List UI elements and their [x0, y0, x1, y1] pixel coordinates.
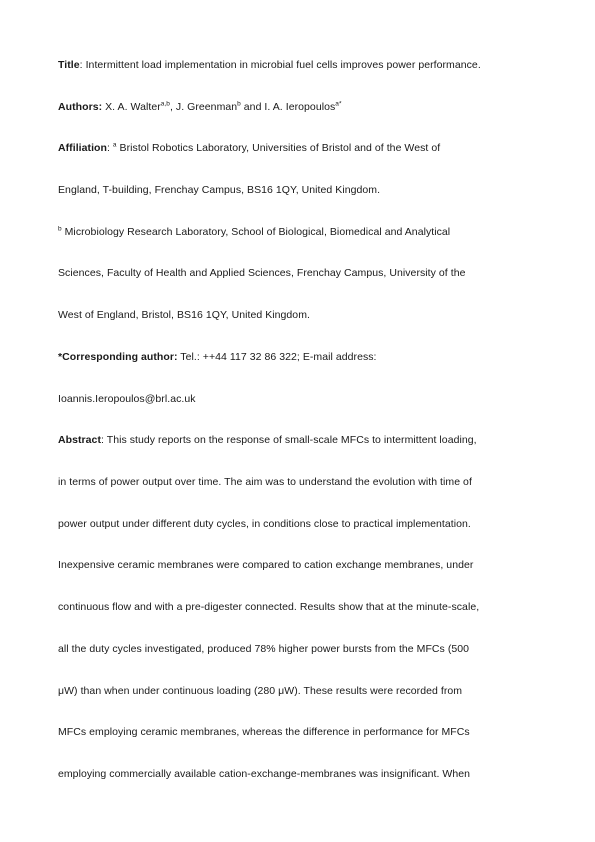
author-3: and I. A. Ieropoulos: [240, 101, 336, 113]
abstract-line: continuous flow and with a pre-digester connected. Results show that at the minute-scale,: [58, 601, 480, 613]
abstract-line: power output under different duty cycles, in conditions close to practical implementation.: [58, 518, 471, 530]
affiliation-colon: :: [106, 142, 113, 154]
abstract-line: MFCs employing ceramic membranes, whereas the difference in performance for MFCs: [58, 726, 470, 738]
abstract-label: Abstract: [58, 434, 101, 446]
affiliation-b-text-1: Microbiology Research Laboratory, School of Biological, Biomedical and Analytical: [61, 226, 451, 238]
author-2-affiliation-mark: b: [237, 100, 241, 108]
title-text: : Intermittent load implementation in microbial fuel cells improves power performance.: [79, 59, 481, 71]
authors-line: [58, 100, 342, 114]
author-1: X. A. Walter: [102, 101, 161, 113]
abstract-line: μW) than when under continuous loading (280 μW). These results were recorded from: [58, 685, 463, 697]
corresponding-label: *Corresponding author:: [58, 351, 178, 363]
abstract-line: in terms of power output over time. The aim was to understand the evolution with time of: [58, 476, 472, 488]
author-2: , J. Greenman: [169, 101, 238, 113]
authors-label: Authors:: [58, 101, 103, 113]
corresponding-line: [58, 350, 377, 364]
affiliation-line-3: [58, 225, 450, 239]
affiliation-label: Affiliation: [58, 142, 107, 154]
affiliation-b-mark: b: [58, 225, 62, 233]
abstract-text-1: : This study reports on the response of small-scale MFCs to intermittent loading,: [101, 434, 477, 446]
corresponding-text: Tel.: ++44 117 32 86 322; E-mail address:: [177, 351, 377, 363]
title-label: Title: [58, 59, 80, 71]
author-3-affiliation-mark: a*: [335, 100, 342, 108]
title-line: [58, 58, 481, 72]
abstract-line: employing commercially available cation-exchange-membranes was insignificant. When: [58, 768, 471, 780]
affiliation-line-1: [58, 141, 440, 155]
abstract-line: all the duty cycles investigated, produced 78% higher power bursts from the MFCs (500: [58, 643, 470, 655]
abstract-line: Inexpensive ceramic membranes were compared to cation exchange membranes, under: [58, 559, 474, 571]
affiliation-line-2: England, T-building, Frenchay Campus, BS16 1QY, United Kingdom.: [58, 184, 381, 196]
affiliation-a-text-1: Bristol Robotics Laboratory, Universities of Bristol and of the West of: [116, 142, 441, 154]
author-1-affiliation-mark: a,b: [160, 100, 170, 108]
affiliation-line-5: West of England, Bristol, BS16 1QY, United Kingdom.: [58, 309, 310, 321]
affiliation-line-4: Sciences, Faculty of Health and Applied Sciences, Frenchay Campus, University of the: [58, 267, 466, 279]
affiliation-a-mark: a: [112, 141, 117, 149]
corresponding-email[interactable]: Ioannis.Ieropoulos@brl.ac.uk: [58, 393, 196, 405]
abstract-line-1: [58, 433, 477, 447]
